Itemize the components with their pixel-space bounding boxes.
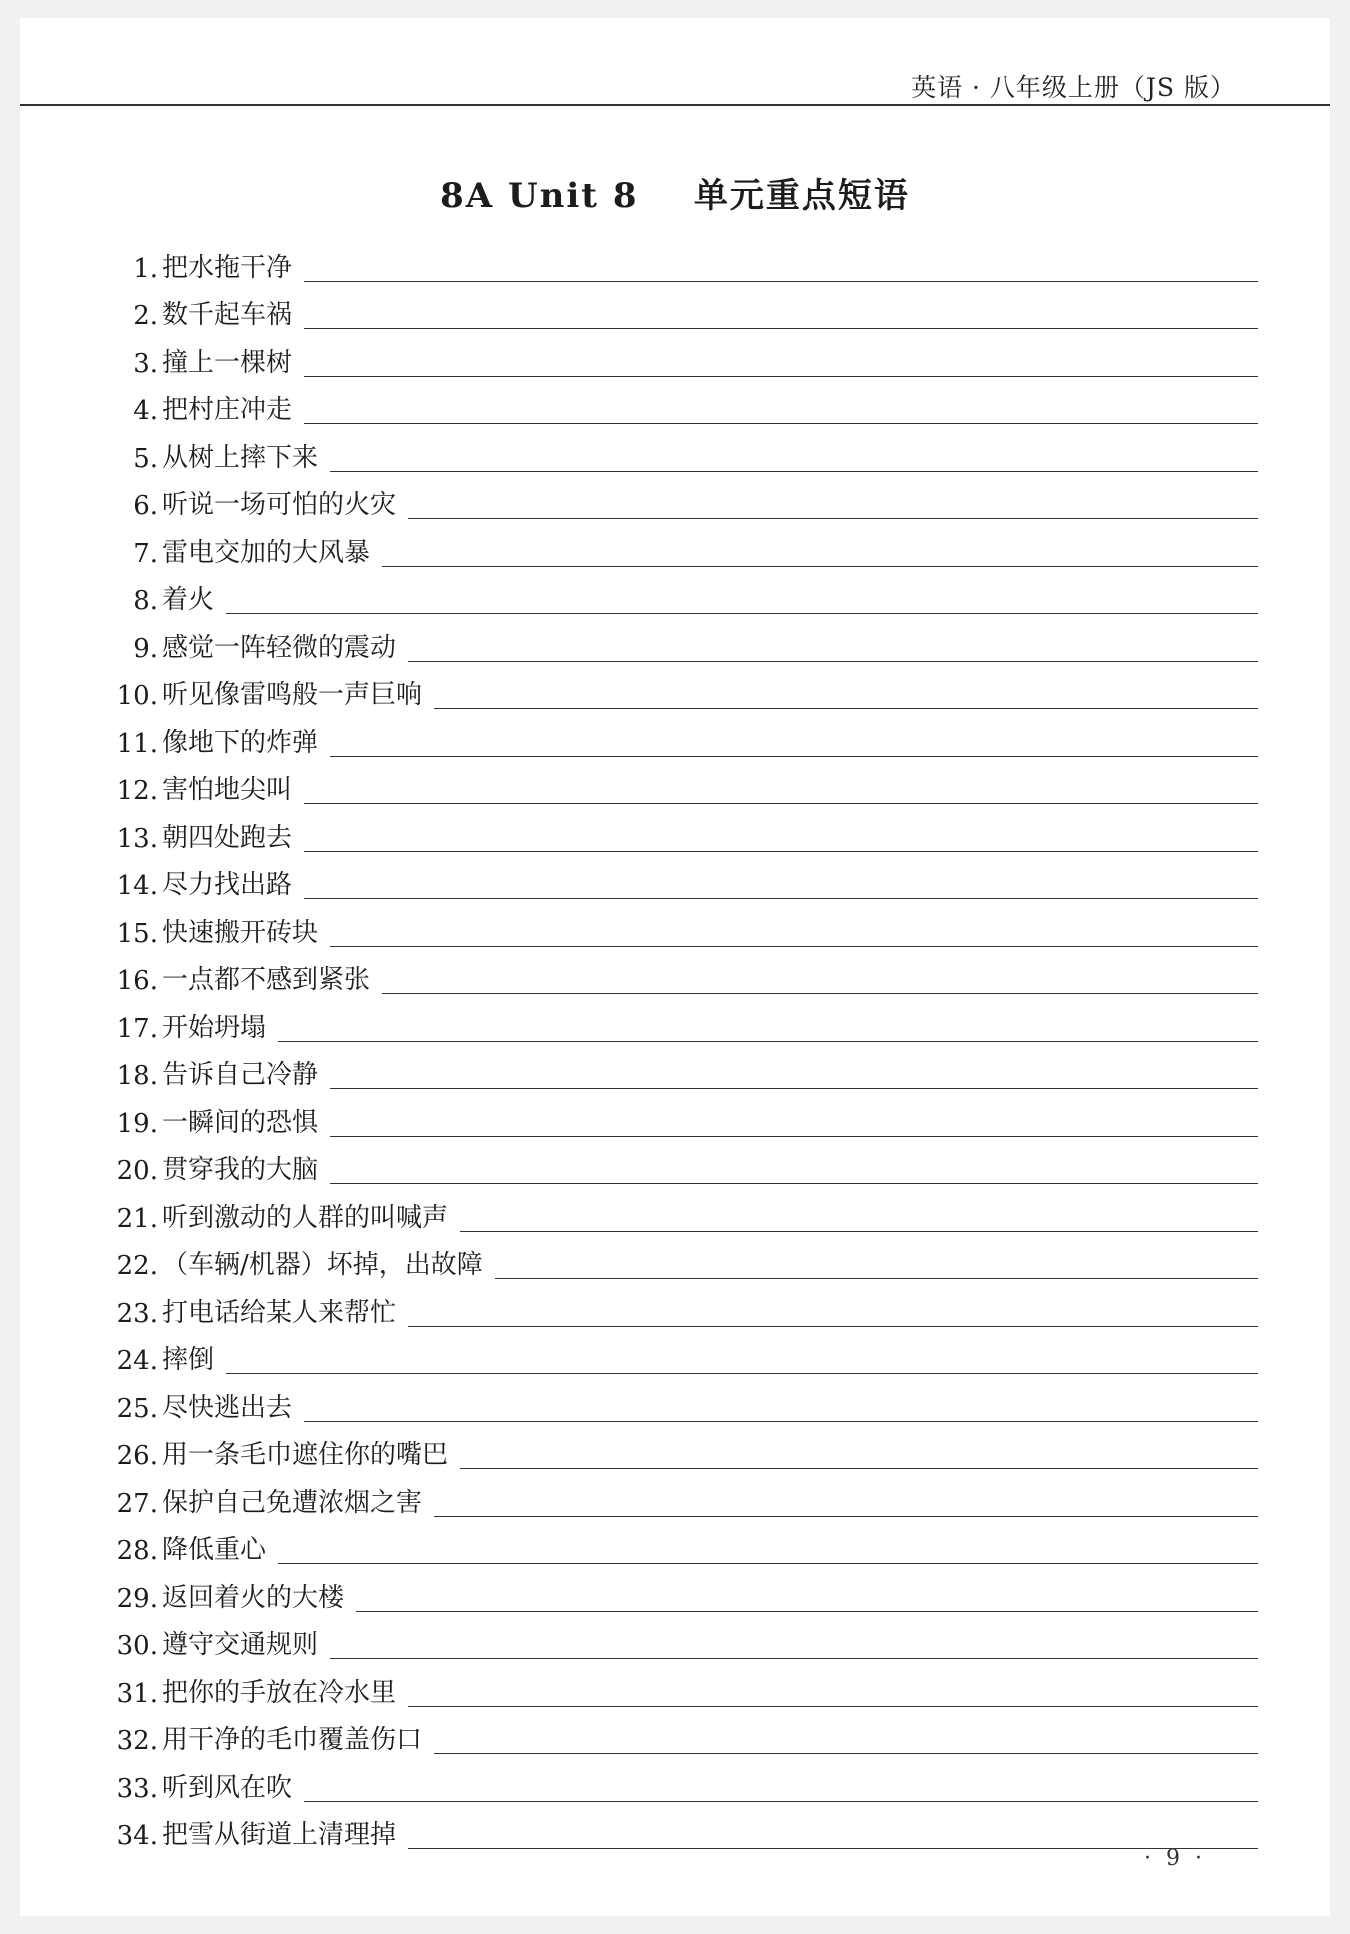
chinese-phrase: 害怕地尖叫 — [162, 775, 293, 805]
chinese-phrase: 着火 — [162, 585, 215, 615]
chinese-phrase: 感觉一阵轻微的震动 — [162, 632, 397, 663]
list-item — [94, 1192, 1258, 1240]
answer-blank-line[interactable] — [304, 849, 1258, 852]
item-number: 11. — [116, 728, 158, 759]
answer-blank-line[interactable] — [330, 1086, 1258, 1089]
chinese-phrase: 一瞬间的恐惧 — [162, 1107, 319, 1138]
chinese-phrase: 听到激动的人群的叫喊声 — [162, 1202, 449, 1233]
item-number: 9. — [133, 633, 158, 664]
chinese-phrase: 打电话给某人来帮忙 — [162, 1297, 397, 1328]
item-number: 3. — [133, 348, 158, 379]
answer-blank-line[interactable] — [408, 516, 1258, 519]
item-number: 22. — [116, 1251, 158, 1281]
answer-blank-line[interactable] — [278, 1561, 1258, 1564]
list-item — [94, 1050, 1258, 1098]
list-item — [94, 1810, 1258, 1858]
item-number: 8. — [133, 586, 158, 616]
list-item — [94, 527, 1258, 575]
chinese-phrase: 用干净的毛巾覆盖伤口 — [162, 1725, 423, 1755]
item-number: 12. — [116, 776, 158, 806]
chinese-phrase: 朝四处跑去 — [162, 822, 293, 853]
chinese-phrase: 听说一场可怕的火灾 — [162, 490, 397, 520]
item-number: 16. — [116, 966, 158, 996]
chinese-phrase: 开始坍塌 — [162, 1012, 267, 1043]
answer-blank-line[interactable] — [408, 1324, 1258, 1327]
item-number: 21. — [116, 1203, 158, 1234]
list-item — [94, 1430, 1258, 1478]
item-number: 23. — [116, 1298, 158, 1329]
answer-blank-line[interactable] — [304, 801, 1258, 804]
answer-blank-line[interactable] — [434, 1751, 1258, 1754]
item-number: 30. — [116, 1631, 158, 1661]
item-number: 33. — [116, 1773, 158, 1804]
chinese-phrase: 尽快逃出去 — [162, 1392, 293, 1423]
item-number: 25. — [116, 1393, 158, 1424]
item-number: 1. — [133, 253, 158, 284]
list-item — [94, 337, 1258, 385]
answer-blank-line[interactable] — [434, 1514, 1258, 1517]
answer-blank-line[interactable] — [408, 1846, 1258, 1849]
answer-blank-line[interactable] — [382, 991, 1258, 994]
answer-blank-line[interactable] — [330, 1134, 1258, 1137]
chinese-phrase: （车辆/机器）坏掉，出故障 — [162, 1250, 483, 1280]
chinese-phrase: 降低重心 — [162, 1535, 267, 1565]
list-item — [94, 290, 1258, 338]
list-item — [94, 860, 1258, 908]
item-number: 14. — [116, 871, 158, 901]
answer-blank-line[interactable] — [304, 1799, 1258, 1802]
chinese-phrase: 把水拖干净 — [162, 252, 293, 283]
item-number: 17. — [116, 1013, 158, 1044]
list-item — [94, 955, 1258, 1003]
chinese-phrase: 一点都不感到紧张 — [162, 965, 371, 995]
list-item — [94, 1620, 1258, 1668]
answer-blank-line[interactable] — [330, 754, 1258, 757]
item-number: 6. — [133, 491, 158, 521]
item-number: 13. — [116, 823, 158, 854]
chinese-phrase: 听见像雷鸣般一声巨响 — [162, 680, 423, 710]
worksheet-page — [20, 18, 1330, 1916]
answer-blank-line[interactable] — [460, 1229, 1258, 1232]
answer-blank-line[interactable] — [278, 1039, 1258, 1042]
list-item — [94, 1477, 1258, 1525]
chinese-phrase: 从树上摔下来 — [162, 442, 319, 473]
chinese-phrase: 把雪从街道上清理掉 — [162, 1820, 397, 1850]
answer-blank-line[interactable] — [434, 706, 1258, 709]
running-header: 英语 · 八年级上册（JS 版） — [911, 73, 1236, 102]
chinese-phrase: 告诉自己冷静 — [162, 1060, 319, 1090]
list-item — [94, 1715, 1258, 1763]
item-number: 27. — [116, 1488, 158, 1519]
chinese-phrase: 把你的手放在冷水里 — [162, 1677, 397, 1708]
list-item — [94, 575, 1258, 623]
list-item — [94, 812, 1258, 860]
list-item — [94, 385, 1258, 433]
chinese-phrase: 遵守交通规则 — [162, 1630, 319, 1660]
answer-blank-line[interactable] — [330, 469, 1258, 472]
list-item — [94, 1525, 1258, 1573]
answer-blank-line[interactable] — [495, 1276, 1258, 1279]
answer-blank-line[interactable] — [304, 326, 1258, 329]
list-item — [94, 1335, 1258, 1383]
page-title: 8A Unit 8 单元重点短语 — [440, 176, 910, 216]
answer-blank-line[interactable] — [460, 1466, 1258, 1469]
item-number: 18. — [116, 1061, 158, 1091]
chinese-phrase: 快速搬开砖块 — [162, 917, 319, 948]
chinese-phrase: 听到风在吹 — [162, 1772, 293, 1803]
answer-blank-line[interactable] — [304, 896, 1258, 899]
answer-blank-line[interactable] — [304, 279, 1258, 282]
list-item — [94, 1002, 1258, 1050]
item-number: 19. — [116, 1108, 158, 1139]
page-number: · 9 · — [1144, 1846, 1206, 1871]
answer-blank-line[interactable] — [304, 374, 1258, 377]
answer-blank-line[interactable] — [304, 421, 1258, 424]
list-item — [94, 1382, 1258, 1430]
item-number: 5. — [133, 443, 158, 474]
answer-blank-line[interactable] — [330, 1656, 1258, 1659]
chinese-phrase: 像地下的炸弹 — [162, 727, 319, 758]
list-item — [94, 1287, 1258, 1335]
chinese-phrase: 尽力找出路 — [162, 870, 293, 900]
list-item — [94, 717, 1258, 765]
list-item — [94, 1145, 1258, 1193]
chinese-phrase: 保护自己免遭浓烟之害 — [162, 1487, 423, 1518]
item-number: 29. — [116, 1583, 158, 1614]
answer-blank-line[interactable] — [330, 944, 1258, 947]
item-number: 4. — [133, 396, 158, 426]
list-item — [94, 670, 1258, 718]
answer-blank-line[interactable] — [226, 611, 1258, 614]
chinese-phrase: 撞上一棵树 — [162, 347, 293, 378]
chinese-phrase: 用一条毛巾遮住你的嘴巴 — [162, 1440, 449, 1470]
item-number: 7. — [133, 538, 158, 569]
item-number: 20. — [116, 1156, 158, 1186]
item-number: 24. — [116, 1346, 158, 1376]
chinese-phrase: 返回着火的大楼 — [162, 1582, 345, 1613]
answer-blank-line[interactable] — [408, 1704, 1258, 1707]
answer-blank-line[interactable] — [356, 1609, 1258, 1612]
list-item — [94, 432, 1258, 480]
list-item — [94, 480, 1258, 528]
item-number: 28. — [116, 1536, 158, 1566]
list-item — [94, 622, 1258, 670]
list-item — [94, 907, 1258, 955]
chinese-phrase: 数千起车祸 — [162, 300, 293, 330]
answer-blank-line[interactable] — [382, 564, 1258, 567]
item-number: 26. — [116, 1441, 158, 1471]
item-number: 32. — [116, 1726, 158, 1756]
list-item — [94, 1667, 1258, 1715]
item-number: 15. — [116, 918, 158, 949]
header-divider — [20, 104, 1330, 106]
item-number: 10. — [116, 681, 158, 711]
list-item — [94, 242, 1258, 290]
item-number: 2. — [133, 301, 158, 331]
answer-blank-line[interactable] — [330, 1181, 1258, 1184]
phrase-list — [94, 242, 1258, 1857]
item-number: 34. — [116, 1821, 158, 1851]
list-item — [94, 765, 1258, 813]
answer-blank-line[interactable] — [226, 1371, 1258, 1374]
answer-blank-line[interactable] — [408, 659, 1258, 662]
answer-blank-line[interactable] — [304, 1419, 1258, 1422]
chinese-phrase: 贯穿我的大脑 — [162, 1155, 319, 1185]
chinese-phrase: 摔倒 — [162, 1345, 215, 1375]
list-item — [94, 1762, 1258, 1810]
chinese-phrase: 雷电交加的大风暴 — [162, 537, 371, 568]
list-item — [94, 1097, 1258, 1145]
item-number: 31. — [116, 1678, 158, 1709]
chinese-phrase: 把村庄冲走 — [162, 395, 293, 425]
list-item — [94, 1240, 1258, 1288]
list-item — [94, 1572, 1258, 1620]
